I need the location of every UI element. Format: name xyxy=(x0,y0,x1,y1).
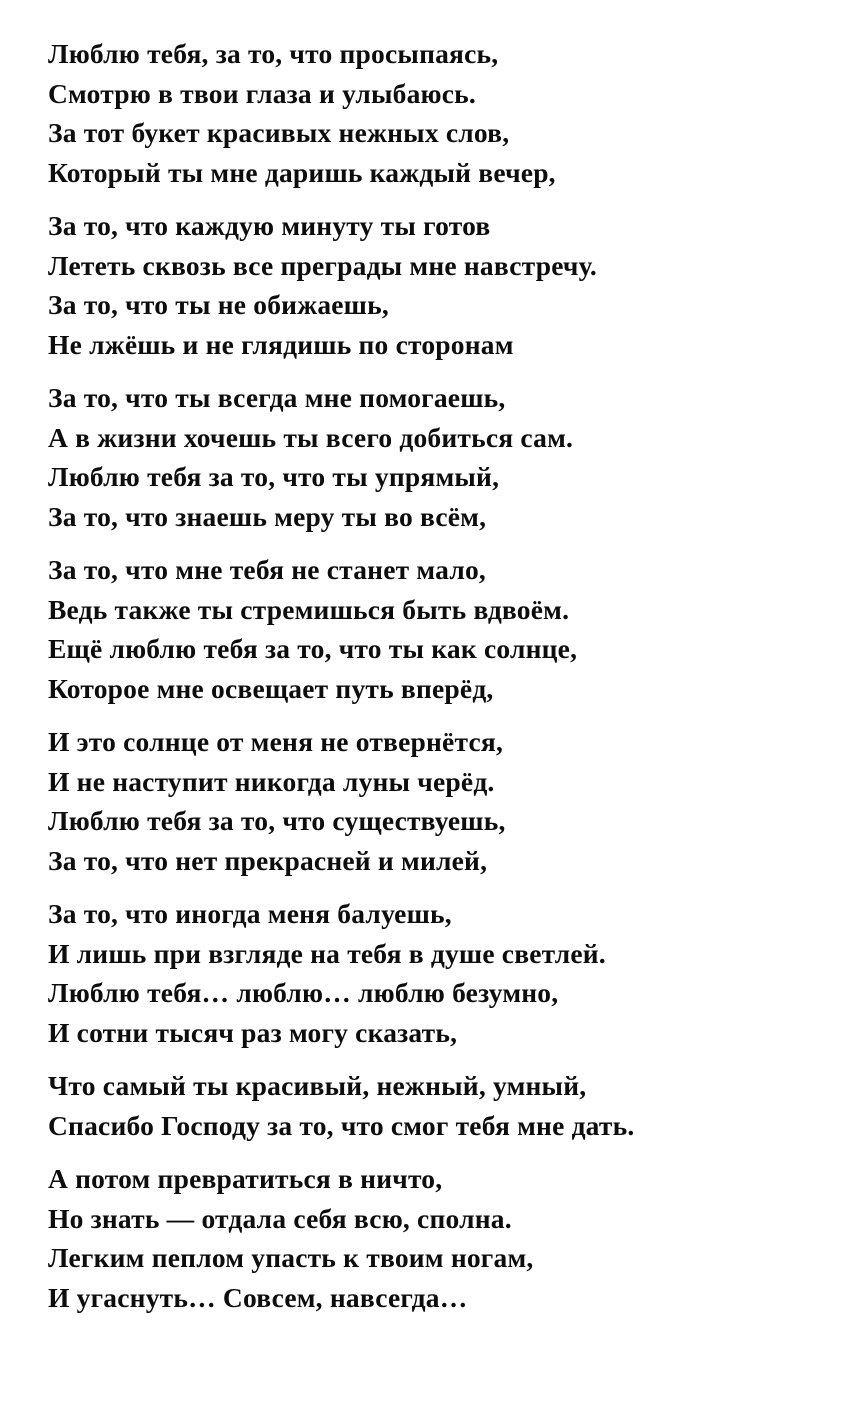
poem-line: Легким пеплом упасть к твоим ногам, xyxy=(48,1242,534,1273)
poem-line: И сотни тысяч раз могу сказать, xyxy=(48,1016,458,1048)
stanza xyxy=(48,894,803,1052)
stanza xyxy=(48,1066,803,1145)
stanza xyxy=(48,34,803,192)
stanza xyxy=(48,206,803,364)
poem-line: Спасибо Господу за то, что смог тебя мне дать. xyxy=(48,1109,635,1141)
poem-line: За то, что мне тебя не станет мало, xyxy=(48,554,487,585)
stanza xyxy=(48,1159,803,1317)
poem-line: За то, что иногда меня балуешь, xyxy=(48,898,452,929)
poem-line: Люблю тебя, за то, что просыпаясь, xyxy=(48,38,499,69)
poem-line: А в жизни хочешь ты всего добиться сам. xyxy=(48,421,574,453)
poem-line: Который ты мне даришь каждый вечер, xyxy=(48,156,556,188)
poem-line: И лишь при взгляде на тебя в душе светлей. xyxy=(48,937,606,969)
poem-line: За то, что ты не обижаешь, xyxy=(48,289,389,320)
poem-line: Ещё люблю тебя за то, что ты как солнце, xyxy=(48,633,578,664)
poem-line: Смотрю в твои глаза и улыбаюсь. xyxy=(48,77,476,109)
poem-line: За тот букет красивых нежных слов, xyxy=(48,117,510,148)
poem-line: За то, что знаешь меру ты во всём, xyxy=(48,500,487,532)
poem-line: За то, что каждую минуту ты готов xyxy=(48,210,491,241)
poem-line: И это солнце от меня не отвернётся, xyxy=(48,726,504,757)
poem-line: А потом превратиться в ничто, xyxy=(48,1163,443,1194)
poem-line: Лететь сквозь все преграды мне навстречу. xyxy=(48,249,597,281)
poem-line: За то, что нет прекрасней и милей, xyxy=(48,844,488,876)
poem-line: Люблю тебя… люблю… люблю безумно, xyxy=(48,977,559,1008)
stanza xyxy=(48,550,803,708)
stanza xyxy=(48,722,803,880)
poem-line: Но знать — отдала себя всю, сполна. xyxy=(48,1202,512,1234)
poem-line: Не лжёшь и не глядишь по сторонам xyxy=(48,328,514,360)
poem-line: Которое мне освещает путь вперёд, xyxy=(48,672,494,704)
poem-line: И не наступит никогда луны черёд. xyxy=(48,765,495,797)
poem-line: И угаснуть… Совсем, навсегда… xyxy=(48,1281,468,1313)
poem-line: Люблю тебя за то, что ты упрямый, xyxy=(48,461,500,492)
poem-line: Что самый ты красивый, нежный, умный, xyxy=(48,1070,587,1101)
poem-line: За то, что ты всегда мне помогаешь, xyxy=(48,382,506,413)
stanza xyxy=(48,378,803,536)
poem-line: Ведь также ты стремишься быть вдвоём. xyxy=(48,593,570,625)
poem-line: Люблю тебя за то, что существуешь, xyxy=(48,805,506,836)
